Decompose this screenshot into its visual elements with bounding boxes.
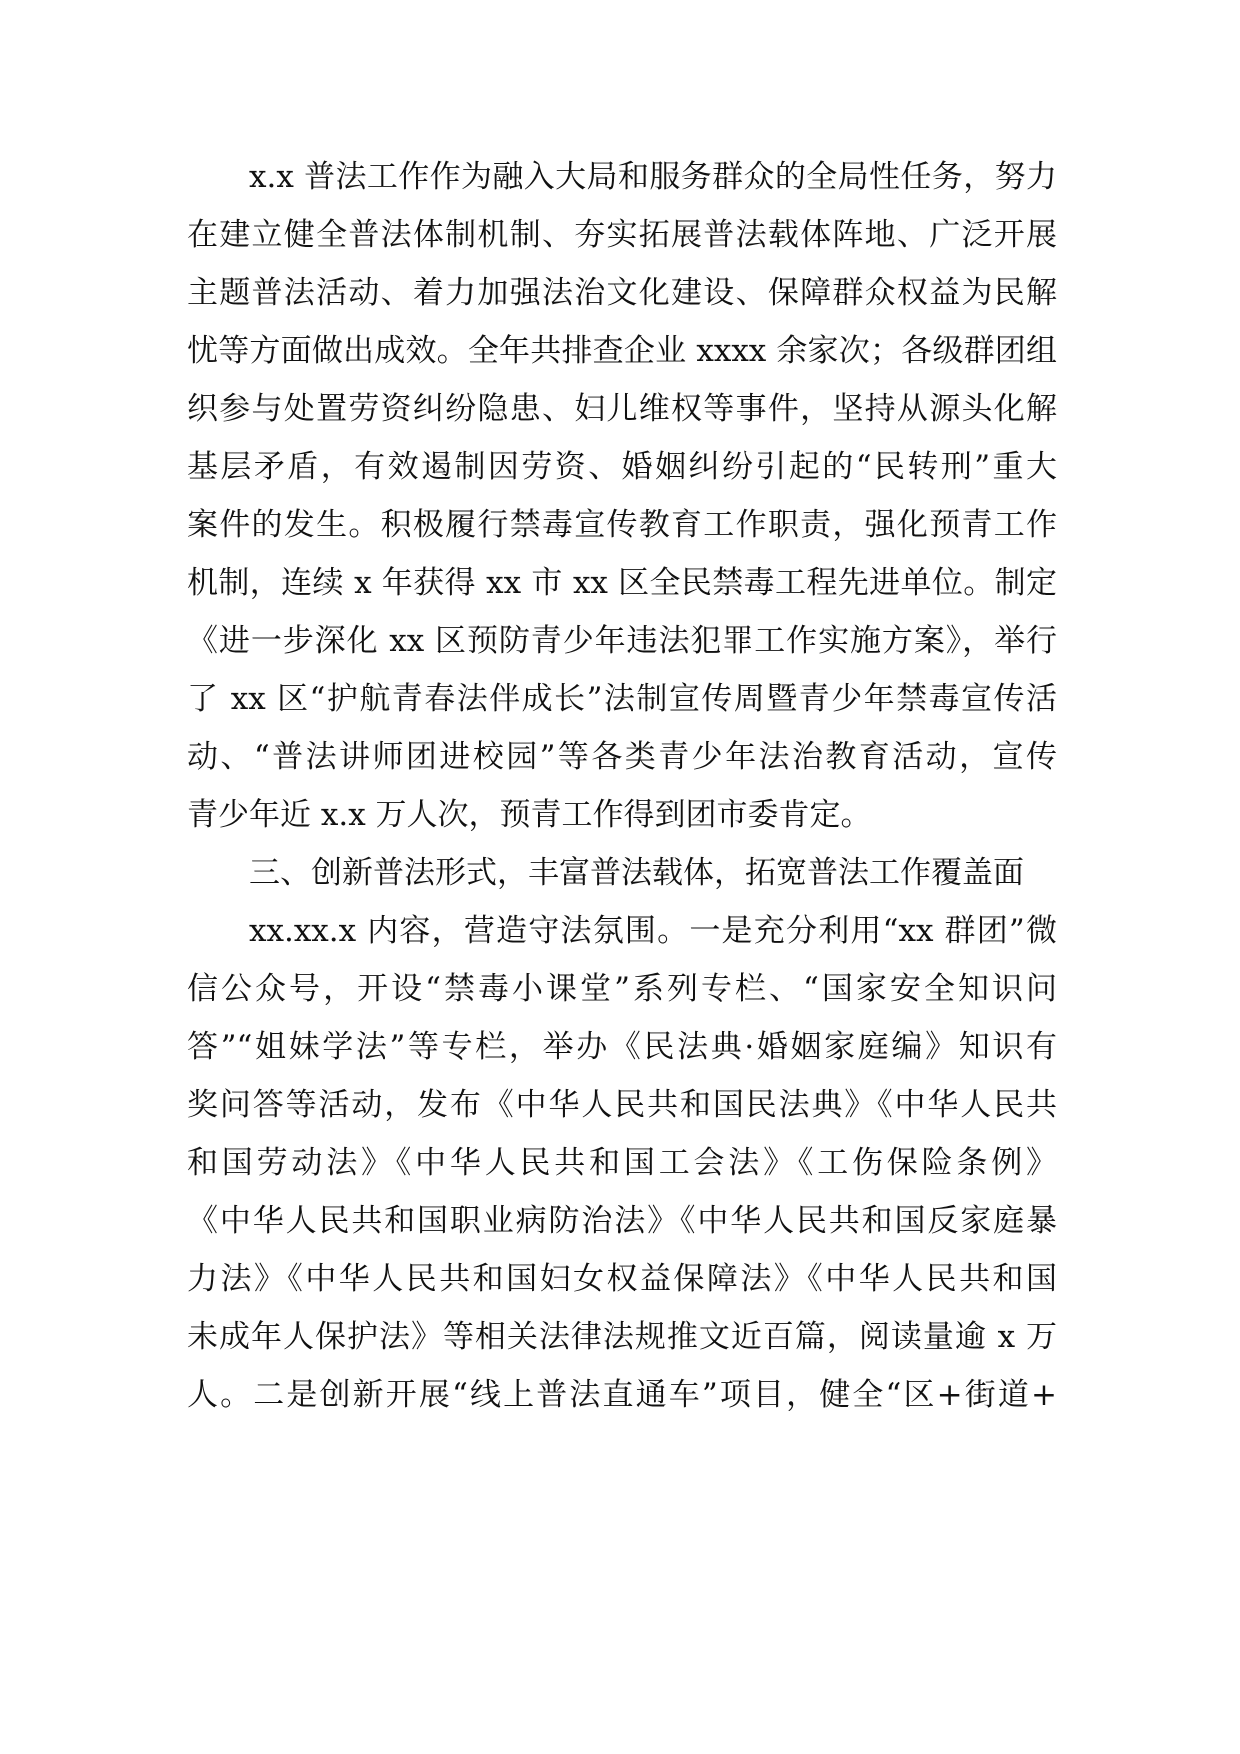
paragraph-2-line: 力法》《中华人民共和国妇女权益保障法》《中华人民共和国 [187,1261,1057,1297]
paragraph-1-line: 了 xx 区“护航青春法伴成长”法制宣传周暨青少年禁毒宣传活 [187,681,1057,717]
paragraph-1-line: 青少年近 x.x 万人次，预青工作得到团市委肯定。 [187,797,872,833]
paragraph-2-line: 未成年人保护法》等相关法律法规推文近百篇，阅读量逾 x 万 [187,1319,1057,1355]
paragraph-1-line: 在建立健全普法体制机制、夯实拓展普法载体阵地、广泛开展 [187,217,1057,253]
paragraph-2-line: 《中华人民共和国职业病防治法》《中华人民共和国反家庭暴 [187,1203,1057,1239]
section-heading: 三、创新普法形式，丰富普法载体，拓宽普法工作覆盖面 [249,855,1024,891]
paragraph-2-line: xx.xx.x 内容，营造守法氛围。一是充分利用“xx 群团”微 [249,913,1057,949]
paragraph-1-line: 案件的发生。积极履行禁毒宣传教育工作职责，强化预青工作 [187,507,1057,543]
paragraph-1-line: 织参与处置劳资纠纷隐患、妇儿维权等事件，坚持从源头化解 [187,391,1057,427]
paragraph-2-line: 和国劳动法》《中华人民共和国工会法》《工伤保险条例》 [187,1145,1057,1181]
paragraph-1-line: 动、“普法讲师团进校园”等各类青少年法治教育活动，宣传 [187,739,1057,775]
paragraph-1-line: x.x 普法工作作为融入大局和服务群众的全局性任务，努力 [249,159,1057,195]
paragraph-2-line: 奖问答等活动，发布《中华人民共和国民法典》《中华人民共 [187,1087,1057,1123]
paragraph-1-line: 忧等方面做出成效。全年共排查企业 xxxx 余家次；各级群团组 [187,333,1057,369]
paragraph-1-line: 《进一步深化 xx 区预防青少年违法犯罪工作实施方案》，举行 [187,623,1057,659]
paragraph-1-line: 机制，连续 x 年获得 xx 市 xx 区全民禁毒工程先进单位。制定 [187,565,1057,601]
paragraph-2-line: 信公众号，开设“禁毒小课堂”系列专栏、“国家安全知识问 [187,971,1057,1007]
paragraph-2-line: 人。二是创新开展“线上普法直通车”项目，健全“区+街道+ [187,1377,1057,1413]
paragraph-2-line: 答”“姐妹学法”等专栏，举办《民法典·婚姻家庭编》知识有 [187,1029,1057,1065]
paragraph-1-line: 基层矛盾，有效遏制因劳资、婚姻纠纷引起的“民转刑”重大 [187,449,1057,485]
paragraph-1-line: 主题普法活动、着力加强法治文化建设、保障群众权益为民解 [187,275,1057,311]
